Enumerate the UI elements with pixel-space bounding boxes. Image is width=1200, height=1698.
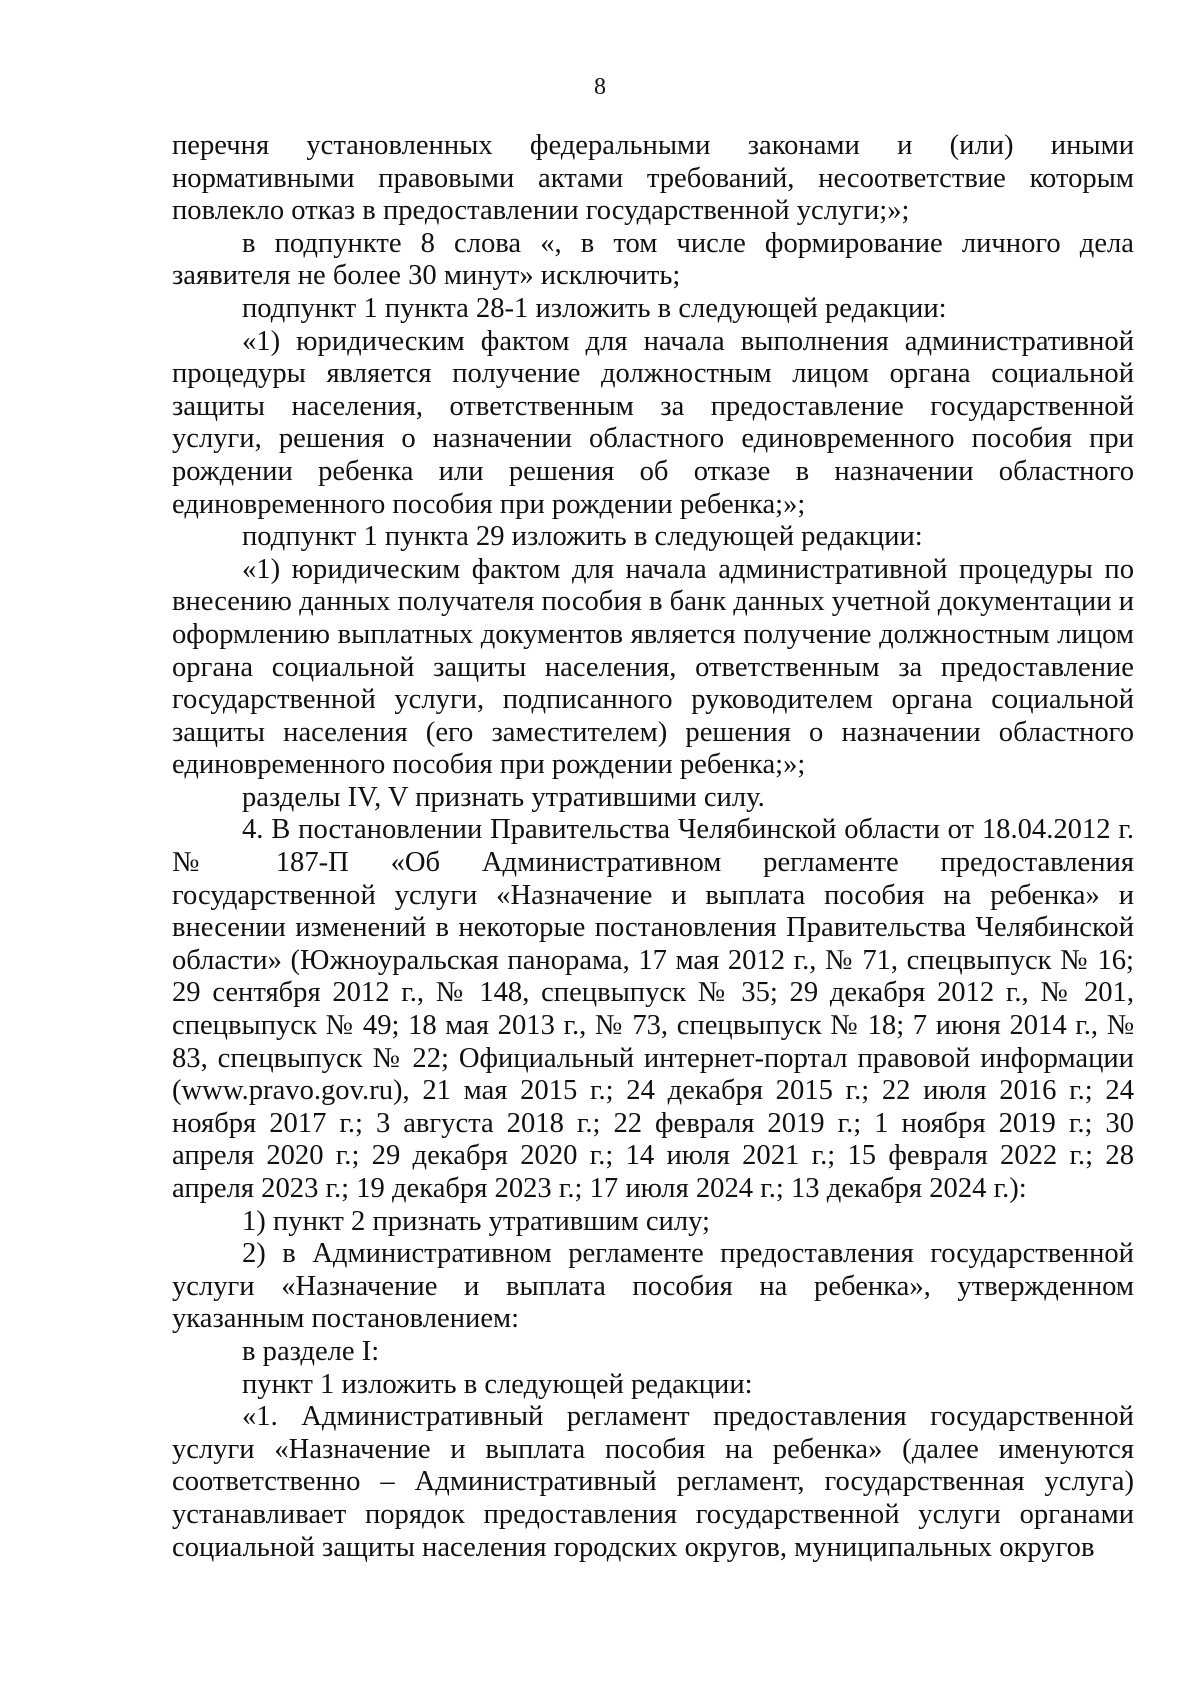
document-body [172, 130, 1134, 1564]
paragraph: в разделе I: [242, 1335, 380, 1367]
paragraph: разделы IV, V признать утратившими силу. [242, 781, 765, 813]
paragraph: «1) юридическим фактом для начала административной процедуры по внесению данных получателя пособия в банк данных учетной документации и оформлению выплатных документов является получение должностным лицом органа социальной защиты населения, ответственным за предоставление государственной услуги, подписанного руководителем органа социальной защиты населения (его заместителем) решения о назначении областного единовременного пособия при рождении ребенка;»; [172, 553, 1134, 781]
paragraph: пункт 1 изложить в следующей редакции: [242, 1368, 753, 1400]
paragraph: 1) пункт 2 признать утратившим силу; [242, 1205, 710, 1237]
paragraph: в подпункте 8 слова «, в том числе формирование личного дела заявителя не более 30 минут» исключить; [172, 227, 1134, 292]
paragraph-continuation: перечня установленных федеральными законами и (или) иными нормативными правовыми актами требований, несоответствие которым повлекло отказ в предоставлении государственной услуги;»; [172, 130, 1134, 227]
page-number: 8 [594, 74, 606, 100]
paragraph: подпункт 1 пункта 28-1 изложить в следующей редакции: [242, 292, 947, 324]
paragraph: 2) в Административном регламенте предоставления государственной услуги «Назначение и выплата пособия на ребенка», утвержденном указанным постановлением: [172, 1238, 1134, 1335]
paragraph-item-4: 4. В постановлении Правительства Челябинской области от 18.04.2012 г. № 187-П «Об Административном регламенте предоставления государственной услуги «Назначение и выплата пособия на ребенка» и внесении изменений в некоторые постановления Правительства Челябинской области» (Южноуральская панорама, 17 мая 2012 г., № 71, спецвыпуск № 16; 29 сентября 2012 г., № 148, спецвыпуск № 35; 29 декабря 2012 г., № 201, спецвыпуск № 49; 18 мая 2013 г., № 73, спецвыпуск № 18; 7 июня 2014 г., № 83, спецвыпуск № 22; Официальный интернет-портал правовой информации (www.pravo.gov.ru), 21 мая 2015 г.; 24 декабря 2015 г.; 22 июля 2016 г.; 24 ноября 2017 г.; 3 августа 2018 г.; 22 февраля 2019 г.; 1 ноября 2019 г.; 30 апреля 2020 г.; 29 декабря 2020 г.; 14 июля 2021 г.; 15 февраля 2022 г.; 28 апреля 2023 г.; 19 декабря 2023 г.; 17 июля 2024 г.; 13 декабря 2024 г.): [172, 814, 1134, 1204]
paragraph: подпункт 1 пункта 29 изложить в следующей редакции: [242, 521, 923, 553]
paragraph: «1. Административный регламент предоставления государственной услуги «Назначение и выплата пособия на ребенка» (далее именуются соответственно – Административный регламент, государственная услуга) устанавливает порядок предоставления государственной услуги органами социальной защиты населения городских округов, муниципальных округов [172, 1401, 1134, 1563]
paragraph: «1) юридическим фактом для начала выполнения административной процедуры является получение должностным лицом органа социальной защиты населения, ответственным за предоставление государственной услуги, решения о назначении областного единовременного пособия при рождении ребенка или решения об отказе в назначении областного единовременного пособия при рождении ребенка;»; [172, 325, 1134, 520]
